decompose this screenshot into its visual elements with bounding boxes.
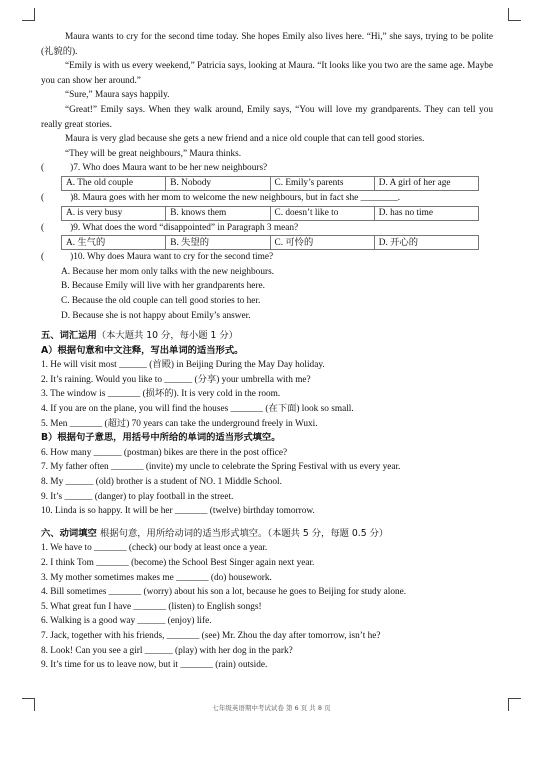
vocab-item: 9. It’s ______ (danger) to play football in the street. — [41, 491, 234, 502]
passage-paragraph: “Emily is with us every weekend,” Patricia says, looking at Maura. “It looks like you two are the same age. Maybe you can show her around.” — [41, 61, 493, 86]
vocab-item: 4. If you are on the plane, you will find the houses _______ (在下面) look so small. — [41, 404, 354, 415]
question-10: ( )10. Why does Maura want to cry for the second time? — [41, 252, 274, 263]
crop-mark-top-right — [508, 8, 521, 21]
option-d: D. 开心的 — [374, 236, 478, 250]
vocab-item: 5. Men _______ (超过) 70 years can take the underground freely in Wuxi. — [41, 418, 318, 429]
option-b: B. Because Emily will live with her grandparents here. — [61, 281, 265, 292]
verb-item: 3. My mother sometimes makes me _______ (do) housework. — [41, 572, 272, 583]
vocab-item: 2. It’s raining. Would you like to ______ (分享) your umbrella with me? — [41, 374, 311, 385]
verb-item: 6. Walking is a good way ______ (enjoy) life. — [41, 616, 212, 627]
vocab-item: 8. My ______ (old) brother is a student of NO. 1 Middle School. — [41, 477, 282, 488]
option-a: A. The old couple — [62, 176, 166, 190]
option-c: C. 可怜的 — [270, 236, 374, 250]
option-a: A. is very busy — [62, 206, 166, 220]
section-6-heading: 六、动词填空 根据句意，用所给动词的适当形式填空。（本题共 5 分，每题 0.5 分） — [41, 527, 389, 539]
option-b: B. Nobody — [166, 176, 270, 190]
passage-paragraph: “They will be great neighbours,” Maura thinks. — [65, 148, 242, 159]
verb-item: 7. Jack, together with his friends, _______ (see) Mr. Zhou the day after tomorrow, isn’t he? — [41, 630, 381, 641]
vocab-item: 6. How many ______ (postman) bikes are there in the post office? — [41, 447, 288, 458]
option-d: D. Because she is not happy about Emily’s answer. — [61, 310, 251, 321]
verb-item: 5. What great fun I have _______ (listen) to English songs! — [41, 601, 262, 612]
section-5-heading: 五、词汇运用（本大题共 10 分，每小题 1 分） — [41, 330, 238, 342]
option-b: B. knows them — [166, 206, 270, 220]
passage-paragraph: “Great!” Emily says. When they walk around, Emily says, “You will love my grandparents. They can tell you really great stories. — [41, 104, 493, 130]
question-9-options — [61, 235, 479, 250]
question-8-options — [61, 206, 479, 221]
option-c: C. Emily’s parents — [270, 176, 374, 190]
option-c: C. doesn’t like to — [270, 206, 374, 220]
question-9: ( )9. What does the word “disappointed” in Paragraph 3 mean? — [41, 222, 299, 233]
page-footer: 七年级英语期中考试试卷 第 6 页 共 8 页 — [212, 704, 331, 712]
passage-paragraph: Maura wants to cry for the second time today. She hopes Emily also lives here. “Hi,” she says, trying to be polite (礼貌的). — [41, 32, 493, 57]
vocab-item: 7. My father often _______ (invite) my uncle to celebrate the Spring Festival with us every year. — [41, 462, 401, 473]
question-7-options — [61, 176, 479, 191]
option-a: A. Because her mom only talks with the new neighbours. — [61, 266, 275, 277]
question-10-options — [61, 265, 493, 323]
verb-item: 2. I think Tom _______ (become) the School Best Singer again next year. — [41, 558, 315, 568]
passage-paragraph: “Sure,” Maura says happily. — [65, 90, 170, 101]
verb-item: 8. Look! Can you see a girl ______ (play) with her dog in the park? — [41, 645, 293, 656]
vocab-item: 3. The window is _______ (损坏的). It is very cold in the room. — [41, 389, 281, 400]
question-8: ( )8. Maura goes with her mom to welcome the new neighbours, but in fact she ________. — [41, 192, 401, 203]
option-c: C. Because the old couple can tell good stories to her. — [61, 295, 261, 306]
verb-item: 9. It’s time for us to leave now, but it _______ (rain) outside. — [41, 660, 268, 671]
verb-item: 1. We have to _______ (check) our body at least once a year. — [41, 543, 268, 554]
section-5-part-b-instruction: B）根据句子意思，用括号中所给的单词的适当形式填空。 — [41, 432, 281, 444]
section-5-part-a-instruction: A）根据句意和中文注释，写出单词的适当形式。 — [41, 344, 244, 356]
option-a: A. 生气的 — [62, 236, 166, 250]
verb-item: 4. Bill sometimes _______ (worry) about his son a lot, because he goes to Beijing for study alone. — [41, 587, 407, 598]
vocab-item: 10. Linda is so happy. It will be her _______ (twelve) birthday tomorrow. — [41, 506, 315, 517]
question-7: ( )7. Who does Maura want to be her new neighbours? — [41, 163, 268, 174]
option-d: D. has no time — [374, 206, 478, 220]
page-content — [41, 30, 493, 673]
vocab-item: 1. He will visit most ______ (首殿) in Beijing During the May Day holiday. — [41, 360, 325, 371]
option-b: B. 失望的 — [166, 236, 270, 250]
option-d: D. A girl of her age — [374, 176, 478, 190]
crop-mark-top-left — [22, 8, 35, 21]
passage-paragraph: Maura is very glad because she gets a new friend and a nice old couple that can tell good stories. — [65, 134, 425, 145]
